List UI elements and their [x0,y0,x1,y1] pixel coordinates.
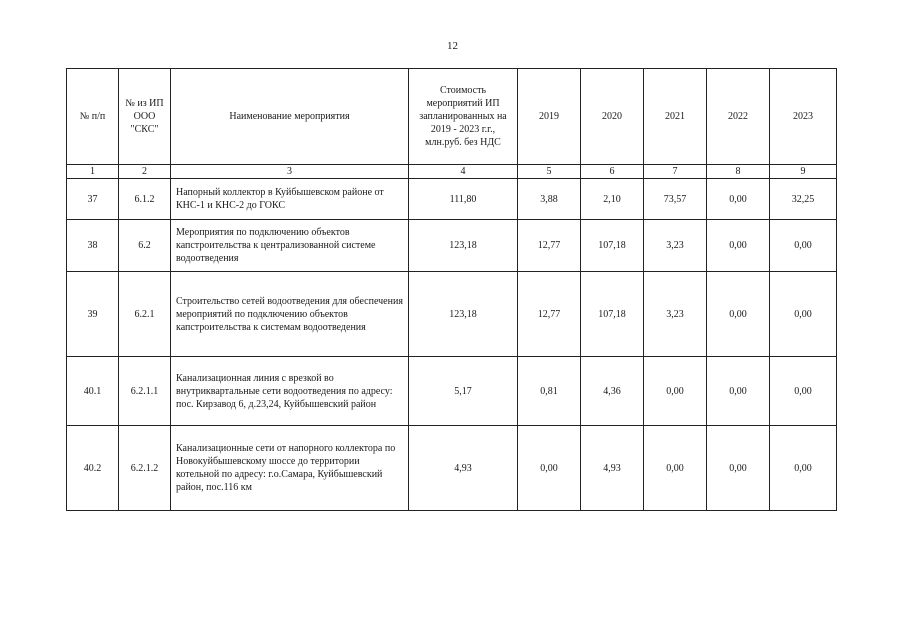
row-num: 38 [67,220,119,272]
row-ip-num: 6.2 [119,220,171,272]
header-2020: 2020 [581,69,644,165]
row-ip-num: 6.2.1.1 [119,357,171,426]
row-2019: 0,81 [518,357,581,426]
header-cost: Стоимость мероприятий ИП запланированных на 2019 - 2023 г.г., млн.руб. без НДС [409,69,518,165]
column-index: 9 [770,165,837,179]
row-2022: 0,00 [707,220,770,272]
row-name: Канализационные сети от напорного коллектора по Новокуйбышевскому шоссе до территории котельной по адресу: г.о.Самара, Куйбышевский район, пос.116 км [171,426,409,511]
table-row [67,220,837,272]
row-2020: 4,36 [581,357,644,426]
header-2021: 2021 [644,69,707,165]
row-num: 39 [67,272,119,357]
column-index: 6 [581,165,644,179]
row-2019: 12,77 [518,272,581,357]
row-num: 37 [67,179,119,220]
row-2022: 0,00 [707,426,770,511]
column-index: 7 [644,165,707,179]
table-row [67,272,837,357]
row-2023: 0,00 [770,357,837,426]
row-2021: 3,23 [644,272,707,357]
row-2022: 0,00 [707,179,770,220]
header-ip-num: № из ИП ООО "СКС" [119,69,171,165]
row-2020: 107,18 [581,272,644,357]
column-index: 5 [518,165,581,179]
header-name: Наименование мероприятия [171,69,409,165]
row-cost: 111,80 [409,179,518,220]
row-2021: 3,23 [644,220,707,272]
header-2019: 2019 [518,69,581,165]
row-cost: 4,93 [409,426,518,511]
row-ip-num: 6.2.1 [119,272,171,357]
row-name: Мероприятия по подключению объектов капстроительства к централизованной системе водоотведения [171,220,409,272]
column-index: 3 [171,165,409,179]
row-2022: 0,00 [707,272,770,357]
column-index: 1 [67,165,119,179]
header-2022: 2022 [707,69,770,165]
row-2022: 0,00 [707,357,770,426]
row-ip-num: 6.1.2 [119,179,171,220]
row-num: 40.1 [67,357,119,426]
investment-program-table [66,68,837,511]
row-2021: 0,00 [644,426,707,511]
column-index: 4 [409,165,518,179]
header-num: № п/п [67,69,119,165]
header-row [67,69,837,165]
table-row [67,179,837,220]
row-2023: 0,00 [770,272,837,357]
column-index: 2 [119,165,171,179]
column-index-row [67,165,837,179]
row-2020: 107,18 [581,220,644,272]
row-cost: 123,18 [409,220,518,272]
row-2021: 73,57 [644,179,707,220]
row-cost: 123,18 [409,272,518,357]
row-2021: 0,00 [644,357,707,426]
row-2023: 0,00 [770,220,837,272]
row-name: Напорный коллектор в Куйбышевском районе от КНС-1 и КНС-2 до ГОКС [171,179,409,220]
row-2023: 32,25 [770,179,837,220]
row-ip-num: 6.2.1.2 [119,426,171,511]
column-index: 8 [707,165,770,179]
table-row [67,357,837,426]
row-2019: 12,77 [518,220,581,272]
row-2019: 0,00 [518,426,581,511]
header-2023: 2023 [770,69,837,165]
row-2023: 0,00 [770,426,837,511]
row-name: Канализационная линия с врезкой во внутриквартальные сети водоотведения по адресу: пос. Кирзавод 6, д.23,24, Куйбышевский район [171,357,409,426]
row-2020: 4,93 [581,426,644,511]
table-row [67,426,837,511]
row-2020: 2,10 [581,179,644,220]
row-2019: 3,88 [518,179,581,220]
row-name: Строительство сетей водоотведения для обеспечения мероприятий по подключению объектов капстроительства к системам водоотведения [171,272,409,357]
page-number: 12 [447,40,458,52]
row-cost: 5,17 [409,357,518,426]
row-num: 40.2 [67,426,119,511]
